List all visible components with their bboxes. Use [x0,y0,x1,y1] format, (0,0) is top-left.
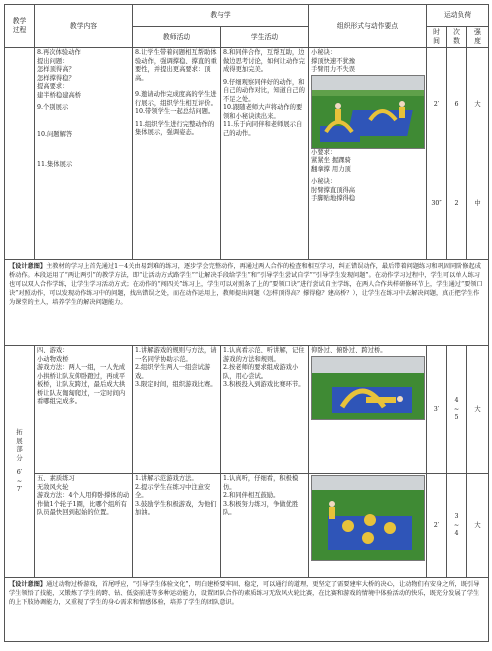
header-teach-learn: 教与学 [133,5,309,27]
row1-time: 2′ 30″ [427,48,447,260]
row2-student: 1.认真看示范、听讲解，记住游戏的方法和规则。 2.按老师的要求组成游戏小队，用心尝试。 3.积极投入到游戏比赛环节。 [221,346,309,474]
animal-bridge-game-photo [311,356,425,420]
row2-count: 4 ~ 5 [447,346,467,474]
row3-student: 1.认真听，仔细看，积极模仿。 2.和同伴相互鼓励。 3.积极努力练习，争做优胜队。 [221,474,309,578]
row3-time: 2′ [427,474,447,578]
row1-organization: 小秘诀： 撑顶快速不犹豫 手臂用力不失误 小要求： 紧紧坐 握踝骑 翻拿撑 用力顶 小秘诀： 肘臂撑直顶得高 手脚贴地撑得稳 [309,48,427,260]
bridge-practice-photo [311,75,425,149]
row2-teacher: 1.讲解游戏的规则与方法，请一名同学协助示范。 2.组织学生两人一组尝试游戏。 3.限定时间，组织游戏比赛。 [133,346,221,474]
row3-content: 五、素质练习 无敌风火轮 游戏方法：4个人用仰卧撑体的动作做1个轮子1圈，比哪个组所有队员最快回到起始的位置。 [35,474,133,578]
header-content: 教学内容 [35,5,133,48]
row2-content: 四、游戏： 小动物戏桥 游戏方法：两人一组，一人先成小拱桥让队友仰卧蹬过，再成平板桥，让队友跨过，最后成大拱桥让队友匍匐爬过，一定时间内看哪组完成多。 [35,346,133,474]
header-count: 次 数 [447,27,467,48]
section-label: 拓 展 部 分 6′ ~ 7′ [5,346,35,578]
header-process: 教学 过程 [5,5,35,48]
row1-teacher: 8.让学生带着问题相互帮助体验动作，强调撑稳、撑直的重要性，并提出更高要求：顶高。 9.邀请动作完成度高的学生进行展示，组织学生相互评价。 10.带领学生一起总结问题。 11.组织学生进行完整动作的集体展示，强调姿态。 [133,48,221,260]
lesson-plan-table [4,4,489,642]
row2-time: 3′ [427,346,447,474]
header-organization: 组织形式与动作要点 [309,5,427,48]
header-time: 时 间 [427,27,447,48]
header-teacher-activity: 教师活动 [133,27,221,48]
row1-intensity: 大 中 [467,48,489,260]
header-student-activity: 学生活动 [221,27,309,48]
header-load: 运动负荷 [427,5,489,27]
wind-wheel-game-photo [311,475,425,561]
row1-student: 8.和同伴合作，互帮互助，边做边思考讨论，如何让动作完成得更加完美。 9.仔细观察同伴好的动作，和自己的动作对比，知道自己的不足之处。 10.跟随老师大声将动作的要领和小秘诀读出来。 11.乐于向同伴和老师展示自己的动作。 [221,48,309,260]
design-intent-2: 【设计意图】通过动物过桥游戏，首尾呼应，“引导学生体验文化”，明白建桥要牢固、稳定，可以通行的道理，更坚定了需要建牢大桥的决心，让动物们有安身之所，既引导学生领悟了技能，又锻炼了学生的跨、钻、低姿前进等多种运动能力，设置团队合作的素质练习无敌风火轮比赛，在比赛和游戏的情境中体验活动的快乐，既充分发展了学生的上下肢协调能力，又重视了学生的身心需求和情感体验，培养了学生的团队意识。 [5,578,489,642]
process-cell-empty [5,48,35,260]
row3-count: 3 ~ 4 [447,474,467,578]
row1-count: 6 2 [447,48,467,260]
row2-intensity: 大 [467,346,489,474]
row3-organization [309,474,427,578]
row3-intensity: 大 [467,474,489,578]
design-intent-1: 【设计意图】主教材的学习上首先通过1－4关由易到难的练习，逐步学会完整动作，再通过两人合作的检查和相互学习，纠正错误动作，最后带着问题练习和巩固同阶修起成桥动作。本段运用了“两让两引”的教学方法，即“让活动方式路学生”“让解决手段给学生”和“引导学生尝试自学”“引导学生发现问题”。在动作学习过程中，学生可以单人练习也可以双人合作学练，让学生学习活动方式；在动作的“闯四关”练习上，学生可以对照条了上的“要领口诀”进行尝试自主学练，在两人合作共样研修环节上，学生通过“要领口诀”对照动作，可以发现动作练习中的问题，找出错误之处，而在动作运用上，教师提出问题（怎样顶得高？撑得稳？建高桥？），让学生在练习中去解决问题，真正把学生作为课堂的主人，培养学生的解决问题能力。 [5,260,489,346]
header-intensity: 强 度 [467,27,489,48]
row2-organization: 仰卧过、俯卧过、跨过桥。 [309,346,427,474]
row1-content: 8.再次体验动作 提出问题： 怎样顶得高？ 怎样撑得稳？ 提高要求： 建半桥稳建高桥 9.个别展示 10.问题解答 11.集体展示 [35,48,133,260]
row3-teacher: 1.讲解示范游戏方法。 2.提示学生在练习中注意安全。 3.鼓励学生积极游戏，为他们加油。 [133,474,221,578]
